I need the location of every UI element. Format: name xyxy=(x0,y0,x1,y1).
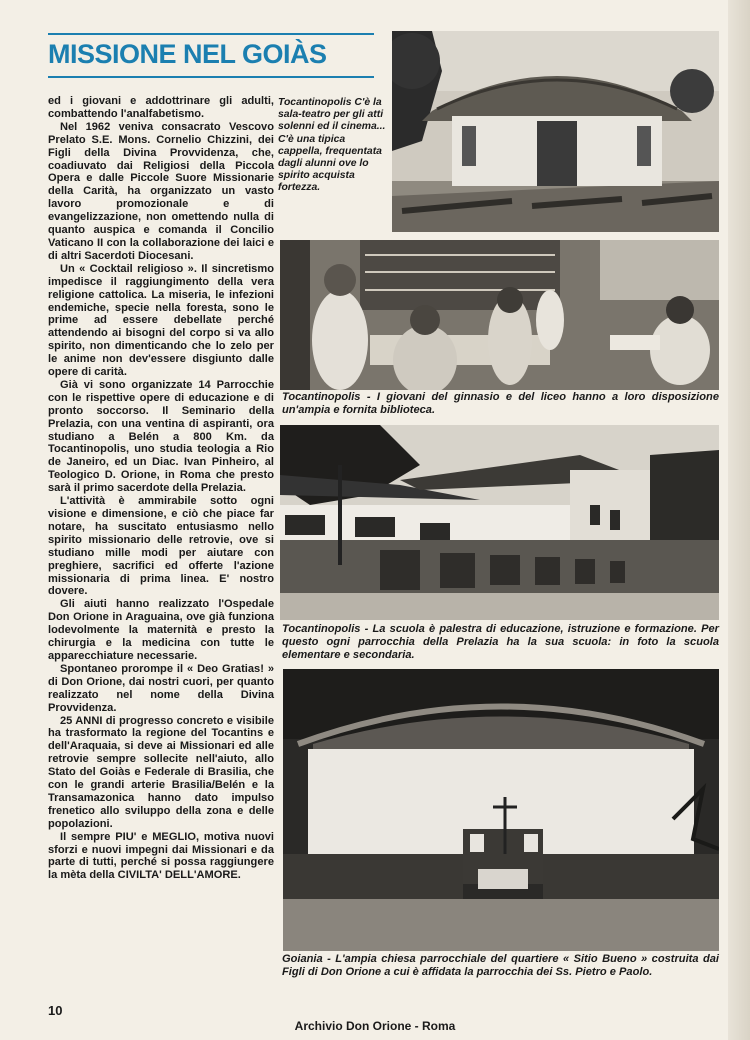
page-number: 10 xyxy=(48,1003,63,1018)
article-paragraph: Un « Cocktail religioso ». Il sincretismo impedisce il raggiungimento della vera religione cattolica. La miseria, le infezioni endemiche, specie nella foresta, sono le prime ad essere debellate perché attendendo ai bisogni del corpo si va allo spirito, non dimenticando che lo zelo per le anime non dev'essere disgiunto dalle opere di carità. xyxy=(48,262,274,379)
photo-library xyxy=(280,240,719,390)
article-paragraph: Spontaneo prorompe il « Deo Gratias! » di Don Orione, dai nostri cuori, per quanto realizzato nel nome della Divina Provvidenza. xyxy=(48,662,274,714)
caption-theater: Tocantinopolis C'è la sala-teatro per gli atti solenni ed il cinema... C'è una tipica cappella, frequentata dagli alunni ove lo spirito acquista fortezza. xyxy=(278,97,386,194)
article-paragraph: Gli aiuti hanno realizzato l'Ospedale Don Orione in Araguaina, ove già funziona lodevolmente la maternità e presto la chirurgia e la medicina con tutte le apparecchiature necessarie. xyxy=(48,598,274,662)
caption-church: Goiania - L'ampia chiesa parrocchiale del quartiere « Sitio Bueno » costruita dai Figli di Don Orione a cui è affidata la parrocchia dei Ss. Pietro e Paolo. xyxy=(282,953,719,978)
article-body xyxy=(48,95,274,882)
caption-library: Tocantinopolis - I giovani del ginnasio e del liceo hanno a loro disposizione un'ampia e fornita biblioteca. xyxy=(282,391,719,416)
title-rule-top xyxy=(48,33,374,35)
article-paragraph: Nel 1962 veniva consacrato Vescovo Prelato S.E. Mons. Cornelio Chizzini, dei Figli della Divina Provvidenza, che, coadiuvato dai Religiosi della Piccola Opera e dalle Piccole Suore Missionarie della Carità, ha organizzato un vasto lavoro promozionale e di evangelizzazione, non omettendo nulla di quanto auspica e comanda il Concilio Vaticano II con la collaborazione dei laici e di altri Sacerdoti Diocesani. xyxy=(48,120,274,262)
photo-church xyxy=(283,669,719,951)
article-paragraph: ed i giovani e addottrinare gli adulti, combattendo l'analfabetismo. xyxy=(48,95,274,120)
article-paragraph: Già vi sono organizzate 14 Parrocchie con le rispettive opere di educazione e di pronto soccorso. Il Seminario della Prelazia, con una ventina di aspiranti, ora studiano a Belén a 800 Km. da Tocantinopolis, uno studia teologia a Rio de Janeiro, ed un Diac. Ivan Pinheiro, al Teologico D. Orione, in Roma che presto sarà il primo sacerdote della Prelazia. xyxy=(48,378,274,495)
article-paragraph: Il sempre PIU' e MEGLIO, motiva nuovi sforzi e nuovi impegni dai Missionari e da parte di tutti, perché si possa raggiungere la mèta della CIVILTA' DELL'AMORE. xyxy=(48,830,274,882)
caption-school: Tocantinopolis - La scuola è palestra di educazione, istruzione e formazione. Per questo ogni parrocchia della Prelazia ha la sua scuola: in foto la scuola elementare e secondaria. xyxy=(282,623,719,661)
title-rule-bottom xyxy=(48,76,374,78)
article-paragraph: L'attività è ammirabile sotto ogni visione e dimensione, e ciò che piace far notare, ha suscitato entusiasmo nello spirito missionario delle retrovie, ove si studiano mille modi per aiutare con preghiere, sacrifici ed offerte l'azione missionaria di prima linea. E' nostro dovere. xyxy=(48,495,274,598)
article-paragraph: 25 ANNI di progresso concreto e visibile ha trasformato la regione del Tocantins e dell'Araquaia, si deve ai Missionari ed alle retrovie sempre sollecite nell'aiuto, allo Stato del Goiàs e Federale di Brasilia, che con le grandi arterie Brasilia/Belén e la Transamazonica hanno dato impulso frenetico allo sviluppo della zona e delle popolazioni. xyxy=(48,714,274,830)
archive-footer: Archivio Don Orione - Roma xyxy=(294,1019,456,1033)
photo-school xyxy=(280,425,719,620)
page-edge xyxy=(728,0,750,1040)
page-title: MISSIONE NEL GOIÀS xyxy=(48,39,327,69)
photo-thatched-chapel xyxy=(392,31,719,232)
